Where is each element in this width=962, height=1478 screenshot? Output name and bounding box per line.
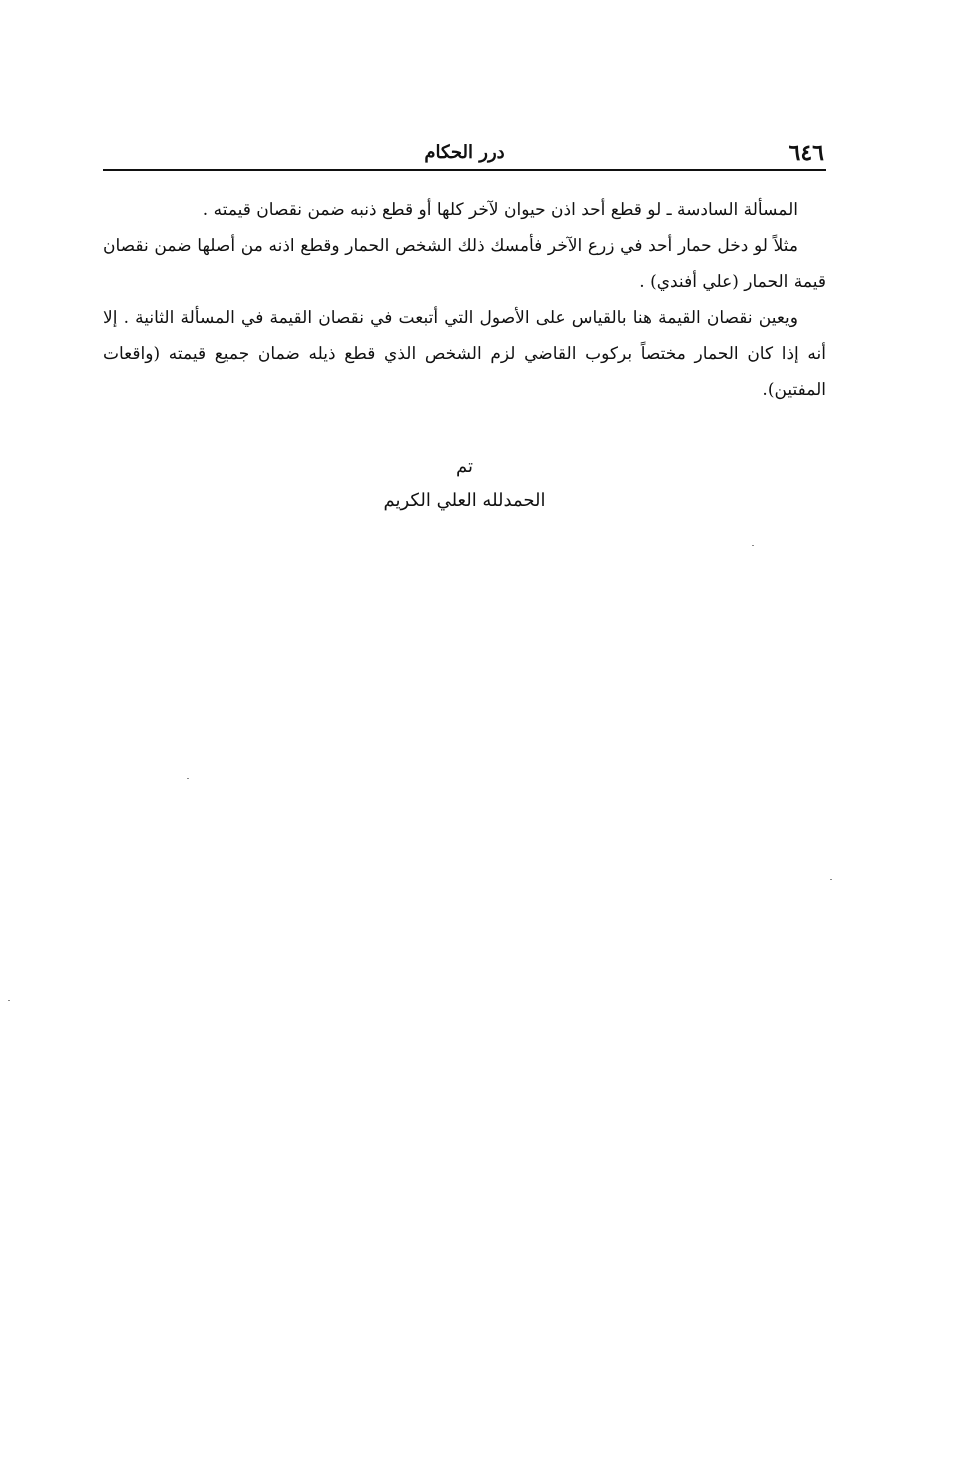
closing-line-1: تم <box>456 456 473 477</box>
scan-speck <box>830 879 832 880</box>
paragraph-3: ويعين نقصان القيمة هنا بالقياس على الأصول التي أتبعت في نقصان القيمة في المسألة الثانية . إلا أنه إذا كان الحمار مختصاً بركوب القاضي لزم الشخص الذي قطع ذيله ضمان جميع قيمته (واقعات المفتين). <box>103 308 826 400</box>
scan-speck <box>752 545 754 546</box>
header-rule <box>103 169 826 171</box>
closing-line-2: الحمدلله العلي الكريم <box>383 490 546 511</box>
scan-speck <box>187 778 189 779</box>
scan-speck <box>8 1000 10 1001</box>
running-title: درر الحكام <box>424 142 505 163</box>
closing-block <box>103 450 826 518</box>
page-header <box>103 138 826 172</box>
paragraph-2: مثلاً لو دخل حمار أحد في زرع الآخر فأمسك ذلك الشخص الحمار وقطع اذنه من أصلها ضمن نقصان قيمة الحمار (علي أفندي) . <box>103 236 826 292</box>
body-text <box>103 192 826 408</box>
page-number: ٦٤٦ <box>788 140 824 166</box>
paragraph-1: المسألة السادسة ـ لو قطع أحد اذن حيوان لآخر كلها أو قطع ذنبه ضمن نقصان قيمته . <box>202 200 798 220</box>
